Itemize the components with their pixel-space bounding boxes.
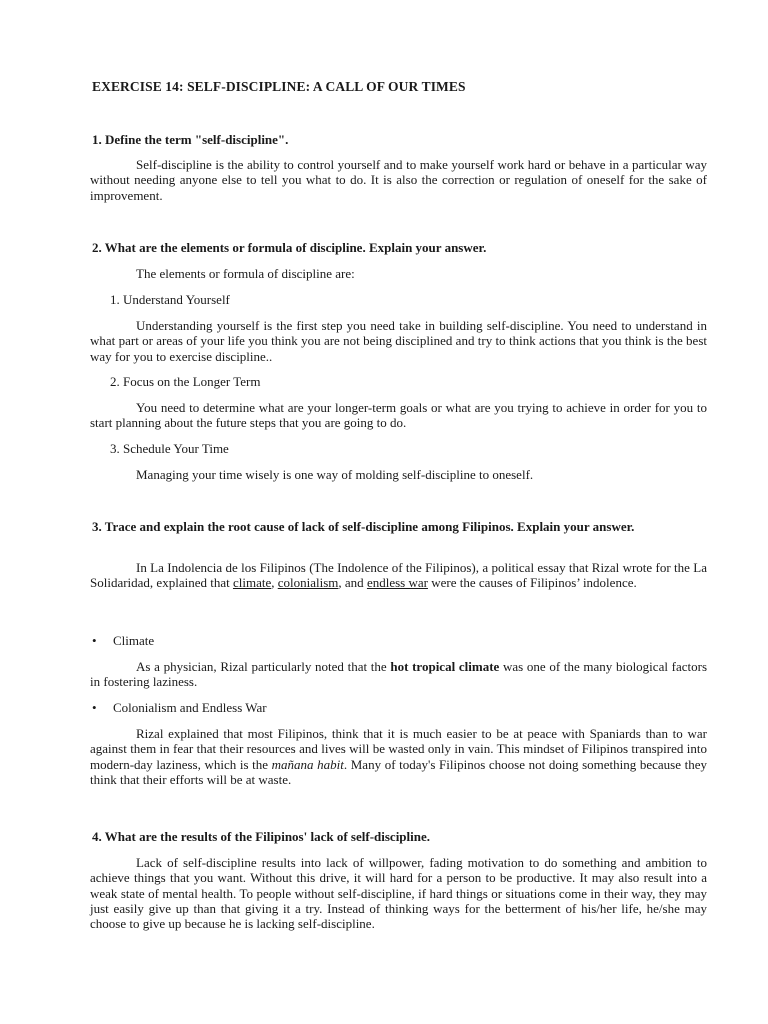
question-4: 4. What are the results of the Filipinos' lack of self-discipline.: [92, 829, 431, 844]
question-2: 2. What are the elements or formula of discipline. Explain your answer.: [92, 240, 487, 255]
cause-climate: climate: [232, 575, 272, 591]
climate-description: As a physician, Rizal particularly noted that the hot tropical climate was one of the many biological factors in fostering laziness.: [90, 659, 708, 690]
cause-endless-war: endless war: [366, 575, 428, 591]
answer-3-intro: In La Indolencia de los Filipinos (The Indolence of the Filipinos), a political essay that Rizal wrote for the La Solidaridad, explained that climate, colonialism, and endless war were the causes of Filipinos’ indolence.: [90, 560, 707, 591]
question-1: 1. Define the term "self-discipline".: [92, 132, 289, 147]
answer-1: Self-discipline is the ability to control yourself and to make yourself work hard or behave in a particular way without needing anyone else to tell you what to do. It is also the correction or regulation of oneself for the sake of improvement.: [90, 157, 707, 203]
answer-4: Lack of self-discipline results into lack of willpower, fading motivation to do something and ambition to achieve things that you want. Without this drive, it will hard for a person to be productive. It may also result into a weak state of mental health. To people without self-discipline, if hard things or situations come in their way, they may just easily give up than that giving it a try. Instead of thinking ways for the betterment of his/her life, he/she may choose to give up because he is lacking self-discipline.: [90, 855, 707, 932]
element-heading: 2. Focus on the Longer Term: [110, 374, 261, 389]
element-description: Managing your time wisely is one way of molding self-discipline to oneself.: [136, 467, 534, 482]
bullet-icon: •: [92, 700, 97, 715]
question-3: 3. Trace and explain the root cause of lack of self-discipline among Filipinos. Explain your answer.: [92, 519, 635, 534]
page-title: EXERCISE 14: SELF-DISCIPLINE: A CALL OF OUR TIMES: [92, 79, 466, 94]
bullet-climate: • Climate: [92, 633, 155, 648]
element-heading: 3. Schedule Your Time: [110, 441, 229, 456]
elements-intro: The elements or formula of discipline are:: [136, 266, 355, 281]
bullet-icon: •: [92, 633, 97, 648]
element-description: Understanding yourself is the first step you need take in building self-discipline. You need to understand in what part or areas of your life you think you are not being disciplined and try to think actions that you think is the best way for you to exercise discipline..: [90, 318, 707, 364]
bullet-colonialism: • Colonialism and Endless War: [92, 700, 267, 715]
element-description: You need to determine what are your longer-term goals or what are you trying to achieve in order for you to start planning about the future steps that you are going to do.: [90, 400, 707, 431]
cause-colonialism: colonialism: [277, 575, 339, 591]
colonialism-description: Rizal explained that most Filipinos, think that it is much easier to be at peace with Spaniards than to war against them in fear that their resources and lives will be wasted only in vain. This mindset of Filipinos transpired into modern-day laziness, which is the mañana habit. Many of today's Filipinos choose not doing something because they think that their efforts will be at waste.: [90, 726, 707, 787]
element-heading: 1. Understand Yourself: [110, 292, 230, 307]
